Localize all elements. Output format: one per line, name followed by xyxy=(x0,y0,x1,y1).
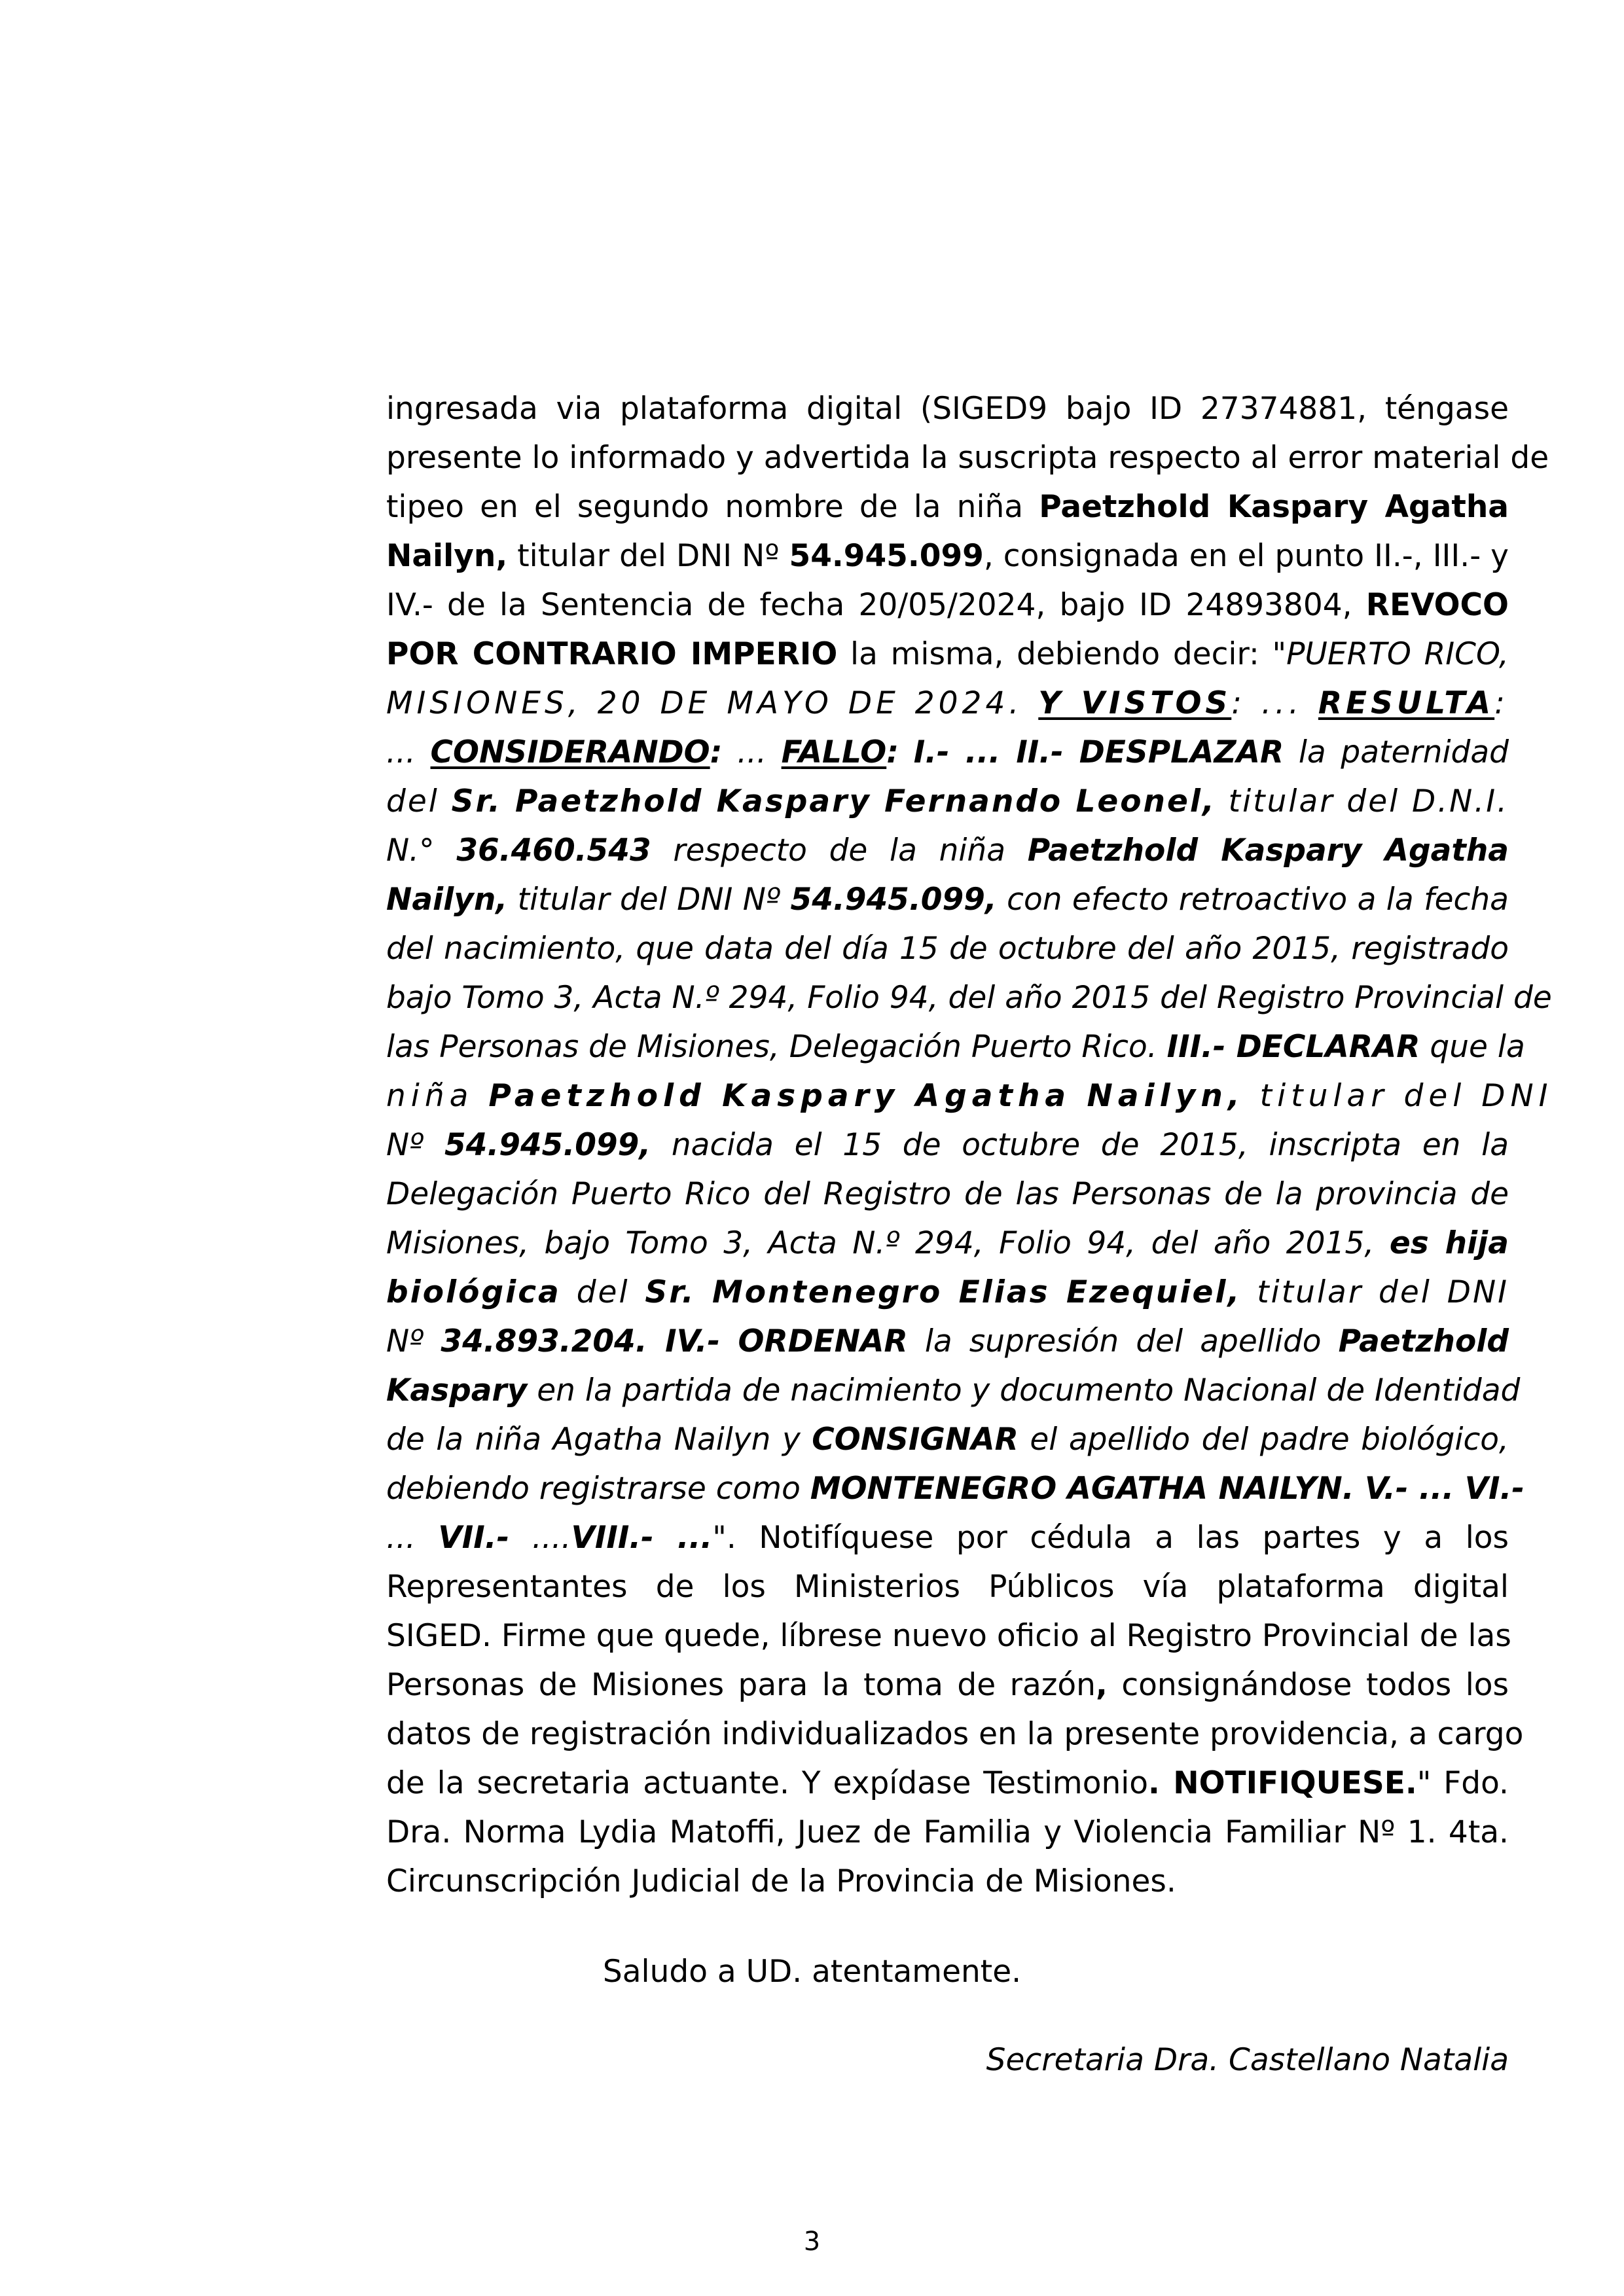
text-line: ingresada via plataforma digital (SIGED9 bajo ID 27374881, téngase xyxy=(386,391,1509,427)
text-line: MISIONES, 20 DE MAYO DE 2024. Y VISTOS: ... RESULTA: xyxy=(386,685,1509,721)
resulta-heading: RESULTA xyxy=(1318,685,1495,721)
page-number: 3 xyxy=(803,2227,821,2257)
fallo-heading: FALLO xyxy=(781,734,887,770)
dni-number: 54.945.099 xyxy=(789,538,984,574)
child-name: Paetzhold Kaspary Agatha xyxy=(1039,489,1509,525)
text-line: Representantes de los Ministerios Públicos vía plataforma digital xyxy=(386,1569,1509,1605)
text-line: bajo Tomo 3, Acta N.º 294, Folio 94, del año 2015 del Registro Provincial de xyxy=(386,980,1552,1016)
text-line: Nº 34.893.204. IV.- ORDENAR la supresión del apellido Paetzhold xyxy=(386,1323,1509,1359)
text-line: de la niña Agatha Nailyn y CONSIGNAR el apellido del padre biológico, xyxy=(386,1422,1509,1458)
text-line: Misiones, bajo Tomo 3, Acta N.º 294, Folio 94, del año 2015, es hija xyxy=(386,1225,1509,1261)
text-line: Nailyn, titular del DNI Nº 54.945.099, consignada en el punto II.-, III.- y xyxy=(386,538,1509,574)
text-line: del Sr. Paetzhold Kaspary Fernando Leonel, titular del D.N.I. xyxy=(386,783,1509,819)
y-vistos-heading: Y VISTOS xyxy=(1038,685,1232,721)
text-line: Nº 54.945.099, nacida el 15 de octubre de 2015, inscripta en la xyxy=(386,1127,1509,1163)
text-line: del nacimiento, que data del día 15 de octubre del año 2015, registrado xyxy=(386,931,1509,967)
signature: Secretaria Dra. Castellano Natalia xyxy=(986,2042,1509,2078)
text-line: Nailyn, titular del DNI Nº 54.945.099, con efecto retroactivo a la fecha xyxy=(386,882,1509,918)
text-line: Circunscripción Judicial de la Provincia de Misiones. xyxy=(386,1863,1176,1899)
text-line: SIGED. Firme que quede, líbrese nuevo oficio al Registro Provincial de las xyxy=(386,1618,1511,1654)
text-line: ... VII.- ....VIII.- ...". Notifíquese por cédula a las partes y a los xyxy=(386,1520,1509,1556)
text-line: ... CONSIDERANDO: ... FALLO: I.- ... II.- DESPLAZAR la paternidad xyxy=(386,734,1509,770)
text-line: presente lo informado y advertida la suscripta respecto al error material de xyxy=(386,440,1549,476)
text-line: POR CONTRARIO IMPERIO la misma, debiendo decir: "PUERTO RICO, xyxy=(386,636,1509,672)
text-line: IV.- de la Sentencia de fecha 20/05/2024, bajo ID 24893804, REVOCO xyxy=(386,587,1509,623)
notifiquese: . NOTIFIQUESE. xyxy=(1148,1765,1417,1801)
text-line: de la secretaria actuante. Y expídase Testimonio. NOTIFIQUESE." Fdo. xyxy=(386,1765,1509,1801)
closing-salutation: Saludo a UD. atentamente. xyxy=(602,1954,1022,1990)
text-line: Kaspary en la partida de nacimiento y documento Nacional de Identidad xyxy=(386,1372,1521,1408)
text-line: niña Paetzhold Kaspary Agatha Nailyn, titular del DNI xyxy=(386,1078,1553,1114)
body-text xyxy=(386,384,1553,1906)
considerando-heading: CONSIDERANDO xyxy=(430,734,710,770)
text-line: biológica del Sr. Montenegro Elias Ezequiel, titular del DNI xyxy=(386,1274,1509,1310)
text-line: N.° 36.460.543 respecto de la niña Paetzhold Kaspary Agatha xyxy=(386,833,1509,869)
text-line: Personas de Misiones para la toma de razón, consignándose todos los xyxy=(386,1667,1509,1703)
text-line: tipeo en el segundo nombre de la niña Paetzhold Kaspary Agatha xyxy=(386,489,1509,525)
text-line: datos de registración individualizados en la presente providencia, a cargo xyxy=(386,1716,1524,1752)
text-line: debiendo registrarse como MONTENEGRO AGATHA NAILYN. V.- ... VI.- xyxy=(386,1471,1525,1507)
text-line: Dra. Norma Lydia Matoffi, Juez de Familia y Violencia Familiar Nº 1. 4ta. xyxy=(386,1814,1509,1850)
text-line: Delegación Puerto Rico del Registro de las Personas de la provincia de xyxy=(386,1176,1509,1212)
text-line: las Personas de Misiones, Delegación Puerto Rico. III.- DECLARAR que la xyxy=(386,1029,1525,1065)
